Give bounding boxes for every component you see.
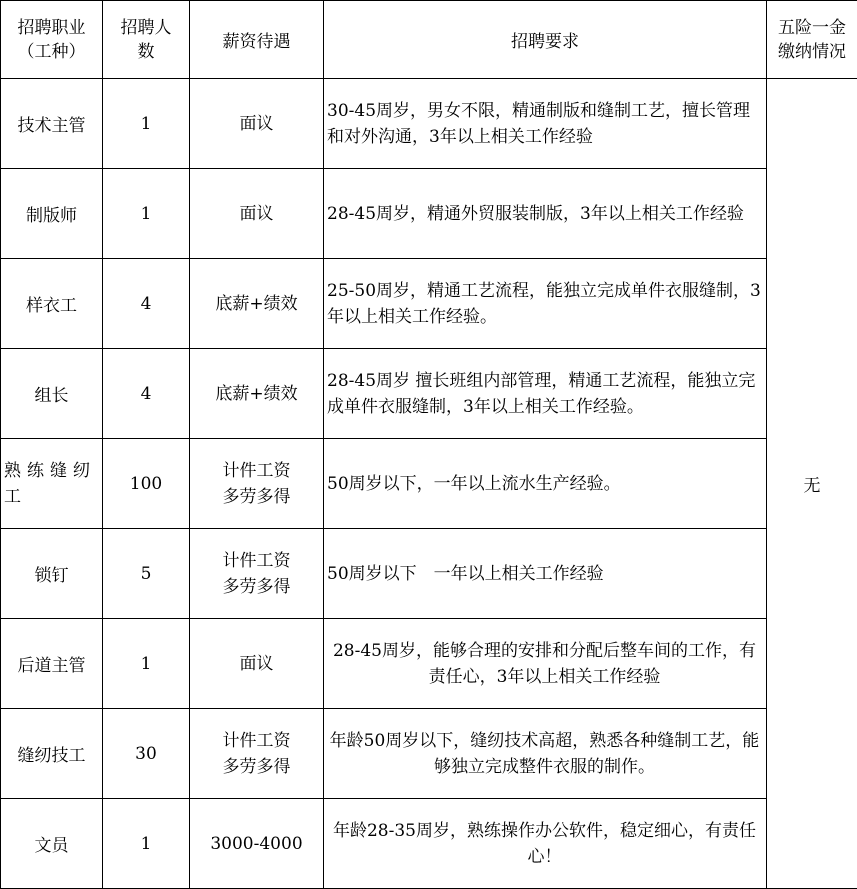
header-requirements: 招聘要求 [324, 1, 767, 79]
salary-line1: 计件工资 [222, 550, 291, 571]
count-cell: 1 [103, 79, 190, 169]
salary-line1: 面议 [239, 653, 274, 674]
requirement-cell: 28-45周岁，精通外贸服装制版，3年以上相关工作经验 [324, 169, 767, 259]
position-cell: 锁钉 [1, 529, 103, 619]
count-cell: 30 [103, 709, 190, 799]
requirement-cell: 28-45周岁 擅长班组内部管理，精通工艺流程，能独立完成单件衣服缝制，3年以上相关工作经验。 [324, 349, 767, 439]
position-cell: 文员 [1, 799, 103, 889]
count-cell: 100 [103, 439, 190, 529]
salary-line1: 底薪+绩效 [215, 383, 298, 404]
requirement-cell: 50周岁以下 一年以上相关工作经验 [324, 529, 767, 619]
header-count-line2: 数 [137, 41, 155, 62]
header-insurance-line2: 缴纳情况 [778, 41, 846, 62]
table-row [1, 799, 857, 889]
salary-cell [190, 709, 324, 799]
position-cell: 技术主管 [1, 79, 103, 169]
position-cell: 缝纫技工 [1, 709, 103, 799]
salary-cell [190, 439, 324, 529]
requirement-cell: 28-45周岁，能够合理的安排和分配后整车间的工作，有责任心，3年以上相关工作经验 [324, 619, 767, 709]
requirement-cell: 30-45周岁，男女不限，精通制版和缝制工艺，擅长管理和对外沟通，3年以上相关工作经验 [324, 79, 767, 169]
header-position [1, 1, 103, 79]
header-salary: 薪资待遇 [190, 1, 324, 79]
count-cell: 1 [103, 799, 190, 889]
requirement-cell: 50周岁以下，一年以上流水生产经验。 [324, 439, 767, 529]
position-cell: 后道主管 [1, 619, 103, 709]
position-cell: 制版师 [1, 169, 103, 259]
table-row [1, 619, 857, 709]
header-insurance-line1: 五险一金 [778, 17, 846, 38]
insurance-cell: 无 [767, 79, 857, 889]
salary-line1: 面议 [239, 203, 274, 224]
table-row [1, 349, 857, 439]
table-row [1, 439, 857, 529]
header-insurance [767, 1, 857, 79]
salary-line2: 多劳多得 [222, 756, 291, 777]
salary-cell [190, 259, 324, 349]
count-cell: 5 [103, 529, 190, 619]
salary-line1: 底薪+绩效 [215, 293, 298, 314]
salary-cell [190, 169, 324, 259]
salary-line1: 计件工资 [222, 730, 291, 751]
position-cell: 样衣工 [1, 259, 103, 349]
salary-line1: 面议 [239, 113, 274, 134]
count-cell: 4 [103, 259, 190, 349]
salary-cell [190, 79, 324, 169]
count-cell: 4 [103, 349, 190, 439]
header-position-line1: 招聘职业 [17, 17, 86, 38]
table-row [1, 259, 857, 349]
table-row [1, 79, 857, 169]
count-cell: 1 [103, 619, 190, 709]
header-row [1, 1, 857, 79]
table-row [1, 529, 857, 619]
salary-cell [190, 619, 324, 709]
salary-cell [190, 529, 324, 619]
header-position-line2: （工种） [17, 41, 86, 62]
header-count [103, 1, 190, 79]
requirement-cell: 年龄28-35周岁，熟练操作办公软件，稳定细心，有责任心！ [324, 799, 767, 889]
requirement-cell: 25-50周岁，精通工艺流程，能独立完成单件衣服缝制，3年以上相关工作经验。 [324, 259, 767, 349]
position-cell: 组长 [1, 349, 103, 439]
salary-line1: 计件工资 [222, 460, 291, 481]
salary-cell [190, 349, 324, 439]
table-row [1, 169, 857, 259]
count-cell: 1 [103, 169, 190, 259]
salary-cell [190, 799, 324, 889]
table-row [1, 709, 857, 799]
salary-line2: 多劳多得 [222, 486, 291, 507]
requirement-cell: 年龄50周岁以下，缝纫技术高超，熟悉各种缝制工艺，能够独立完成整件衣服的制作。 [324, 709, 767, 799]
position-cell: 熟练缝纫工 [1, 439, 103, 529]
salary-line2: 多劳多得 [222, 576, 291, 597]
header-count-line1: 招聘人 [120, 17, 172, 38]
salary-line1: 3000-4000 [210, 833, 303, 854]
